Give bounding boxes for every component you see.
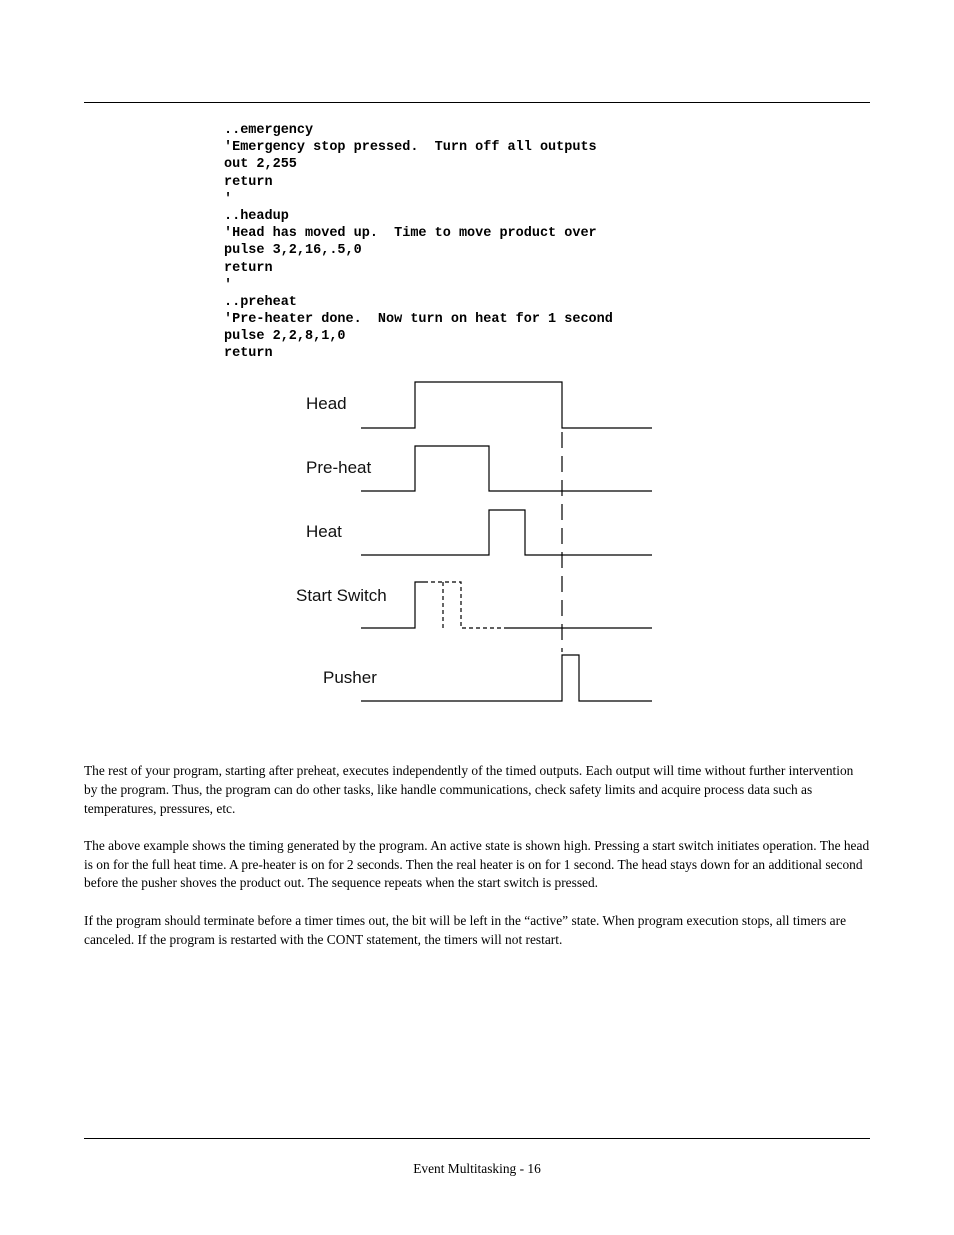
code-line: out 2,255: [224, 157, 297, 173]
paragraph-3: If the program should terminate before a timer times out, the bit will be left in the “active” state. When program execution stops, all timers are canceled. If the program is restarted with the CONT statement, the timers will not restart.: [84, 912, 847, 947]
code-line: pulse 3,2,16,.5,0: [224, 243, 362, 259]
signal-label-heat: Heat: [306, 522, 342, 541]
code-line: ..headup: [224, 208, 289, 224]
signal-label-preheat: Pre-heat: [306, 458, 372, 477]
code-line: ..emergency: [224, 123, 314, 138]
heat-waveform: [361, 510, 652, 555]
code-line: return: [224, 346, 273, 362]
signal-pusher: [323, 655, 652, 701]
signal-start-switch: [296, 582, 652, 628]
code-listing: [224, 122, 613, 363]
signal-preheat: [306, 446, 652, 491]
pusher-waveform: [361, 655, 652, 701]
signal-head: [306, 382, 652, 428]
code-line: ': [224, 191, 233, 207]
signal-label-pusher: Pusher: [323, 668, 377, 687]
preheat-waveform: [361, 446, 652, 491]
paragraph-2: The above example shows the timing generated by the program. An active state is shown high. Pressing a start switch initiates operation. The head is on for the full heat time. A pre-heater is on for 2 seconds. Then the real heater is on for 1 second. The head stays down for an additional second before the pusher shoves the product out. The sequence repeats when the start switch is pressed.: [84, 837, 870, 891]
code-line: ': [224, 277, 233, 293]
start-switch-dashed-pulse: [424, 582, 505, 628]
code-line: return: [224, 260, 273, 276]
code-line: 'Pre-heater done. Now turn on heat for 1 second: [224, 312, 613, 328]
body-text: [84, 762, 870, 968]
code-line: 'Emergency stop pressed. Turn off all outputs: [224, 140, 597, 156]
signal-label-start-switch: Start Switch: [296, 586, 387, 605]
timing-diagram: [280, 370, 670, 710]
footer-rule: [84, 1138, 870, 1139]
paragraph-1: The rest of your program, starting after preheat, executes independently of the timed outputs. Each output will time without further intervention by the program. Thus, the program can do other tasks, like handle communications, check safety limits and acquire process data such as temperatures, pressures, etc.: [84, 763, 854, 816]
signal-heat: [306, 510, 652, 555]
signal-label-head: Head: [306, 394, 347, 413]
page-footer: Event Multitasking - 16: [413, 1161, 541, 1176]
code-line: 'Head has moved up. Time to move product over: [224, 226, 597, 242]
code-line: pulse 2,2,8,1,0: [224, 329, 346, 345]
header-rule: [84, 102, 870, 103]
head-waveform: [361, 382, 652, 428]
code-line: return: [224, 174, 273, 190]
code-line: ..preheat: [224, 294, 297, 310]
